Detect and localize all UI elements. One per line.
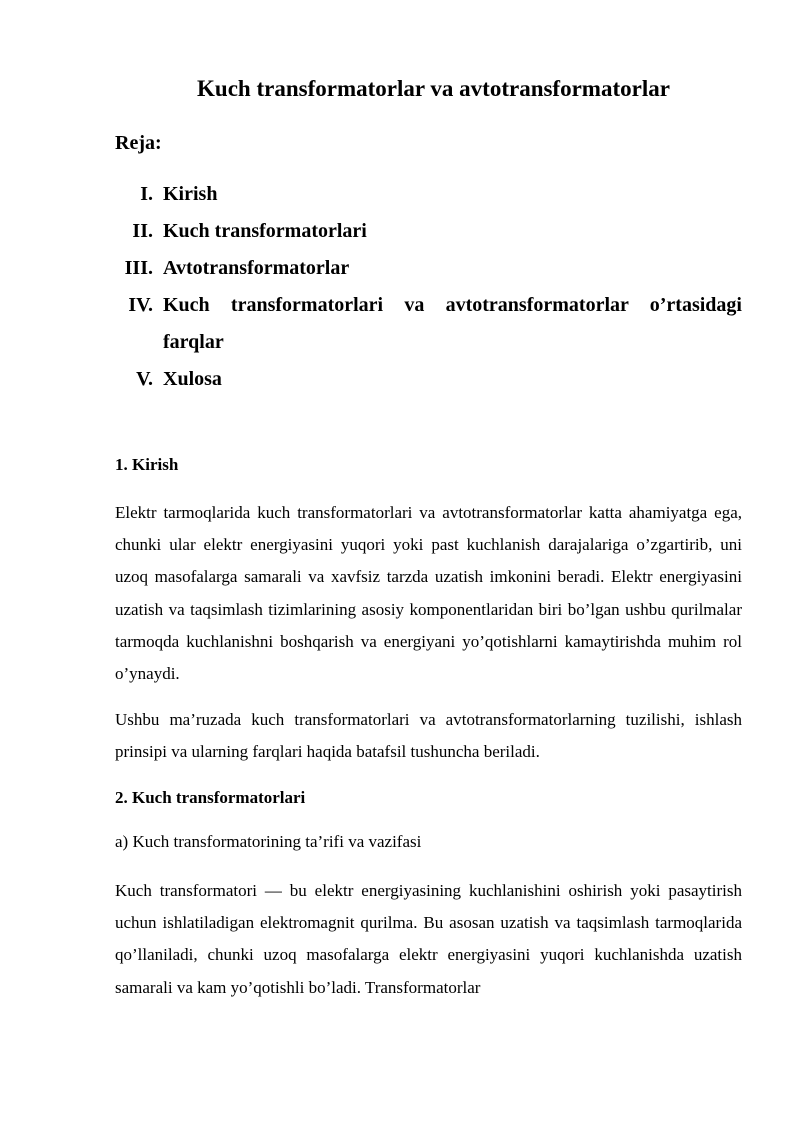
section-heading-kuch-transformatorlari: 2. Kuch transformatorlari — [115, 788, 306, 807]
plan-list — [95, 176, 742, 398]
plan-item-number: IV. — [128, 294, 153, 316]
plan-item-text: Kuch transformatorlari — [163, 220, 367, 242]
plan-item — [95, 250, 742, 287]
plan-item — [95, 361, 742, 398]
plan-item — [95, 213, 742, 250]
plan-item — [95, 287, 742, 361]
section-heading-kirish: 1. Kirish — [115, 455, 179, 474]
paragraph-intro-1: Elektr tarmoqlarida kuch transformatorlari va avtotransformatorlar katta ahamiyatga ega, chunki ular elektr energiyasini yuqori yoki past kuchlanish darajalariga o’zgartirib, uni uzoq masofalarga samarali va xavfsiz tarzda uzatish imkonini beradi. Elektr energiyasini uzatish va taqsimlash tizimlarining asosiy komponentlaridan biri bo’lgan ushbu qurilmalar tarmoqda kuchlanishni boshqarish va energiyani yo’qotishlarni kamaytirishda muhim rol o’ynaydi. — [115, 503, 742, 684]
plan-item-text: Kirish — [163, 183, 218, 205]
plan-item-number: III. — [124, 257, 153, 279]
plan-item-text: Kuch transformatorlari va avtotransformatorlar o’rtasidagi farqlar — [163, 294, 742, 353]
document-title: Kuch transformatorlar va avtotransformatorlar — [197, 76, 670, 101]
plan-item-number: V. — [136, 368, 153, 390]
plan-item — [95, 176, 742, 213]
paragraph-definition: Kuch transformatori — bu elektr energiyasining kuchlanishini oshirish yoki pasaytirish uchun ishlatiladigan elektromagnit qurilma. Bu asosan uzatish va taqsimlash tarmoqlarida qo’llaniladi, chunki uzoq masofalarga elektr energiyasini yuqori kuchlanishda uzatish samarali va kam yo’qotishli bo’ladi. Transformatorlar — [115, 881, 742, 997]
plan-item-number: I. — [140, 183, 153, 205]
plan-item-number: II. — [132, 220, 153, 242]
subsection-heading: a) Kuch transformatorining ta’rifi va vazifasi — [115, 832, 422, 851]
plan-heading: Reja: — [115, 132, 162, 154]
paragraph-intro-2: Ushbu ma’ruzada kuch transformatorlari va avtotransformatorlarning tuzilishi, ishlash prinsipi va ularning farqlari haqida batafsil tushuncha beriladi. — [115, 710, 742, 762]
plan-item-text: Xulosa — [163, 368, 222, 390]
plan-item-text: Avtotransformatorlar — [163, 257, 350, 279]
